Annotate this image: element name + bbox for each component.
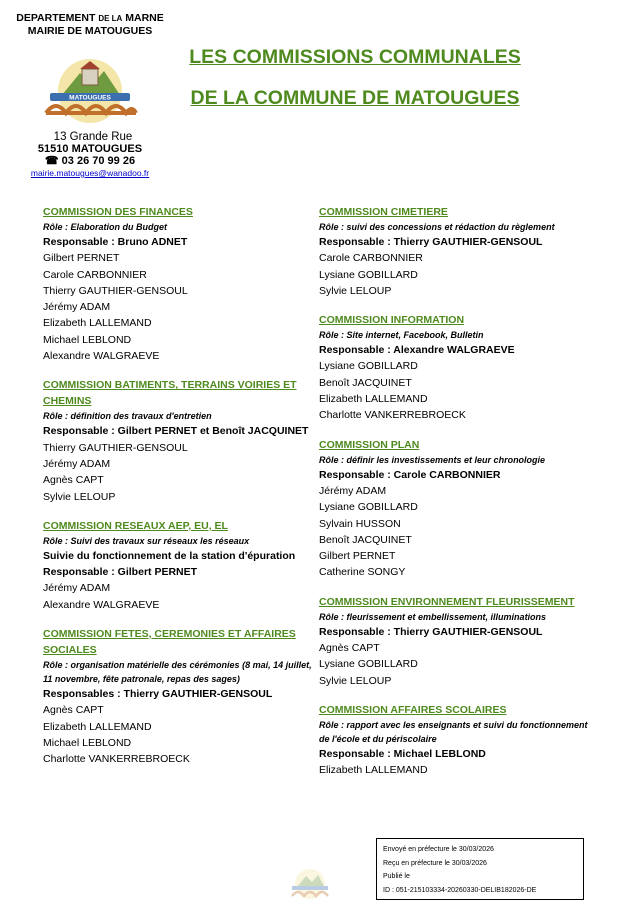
commission-member: Agnès CAPT [43, 704, 104, 717]
commission-block [43, 204, 313, 364]
commission-member: Michael LEBLOND [43, 333, 132, 346]
address-city: 51510 MATOUGUES [37, 143, 143, 155]
prefecture-id: ID : 051-215103334-20260330-DELIB182026-DE [383, 886, 537, 894]
commission-member: Lysiane GOBILLARD [319, 501, 418, 514]
right-column [319, 204, 589, 792]
commission-role: Rôle : Site internet, Facebook, Bulletin [319, 330, 484, 341]
commission-member: Carole CARBONNIER [43, 268, 147, 281]
commission-responsable: Responsable : Michael LEBLOND [319, 747, 486, 760]
commission-member: Thierry GAUTHIER-GENSOUL [43, 441, 188, 454]
commission-block [319, 594, 589, 689]
prefecture-stamp [376, 838, 584, 900]
footer-logo [288, 866, 332, 902]
commission-member: Catherine SONGY [319, 566, 406, 579]
commission-role: Rôle : organisation matérielle des cérémonies (8 mai, 14 juillet, 11 novembre, fête patronale, repas des sages) [43, 660, 312, 685]
footer-logo-icon [288, 866, 332, 902]
commission-member: Charlotte VANKERREBROECK [43, 753, 190, 766]
commission-block [319, 702, 589, 779]
commission-member: Elizabeth LALLEMAND [43, 317, 152, 330]
commission-member: Sylvie LELOUP [319, 284, 392, 297]
town-logo-icon [42, 55, 138, 125]
commission-block [43, 377, 313, 504]
page-title-line1: LES COMMISSIONS COMMUNALES [189, 46, 521, 68]
commission-member: Lysiane GOBILLARD [319, 360, 418, 373]
commission-block [319, 312, 589, 423]
address-street: 13 Grande Rue [53, 131, 133, 143]
commission-title: COMMISSION DES FINANCES [43, 206, 193, 218]
commission-member: Sylvain HUSSON [319, 517, 401, 530]
address-block [0, 131, 180, 167]
commission-member: Elizabeth LALLEMAND [319, 393, 428, 406]
phone-number: ☎ 03 26 70 99 26 [44, 155, 136, 167]
commission-title: COMMISSION BATIMENTS, TERRAINS VOIRIES ET CHEMINS [43, 379, 297, 408]
commission-member: Michael LEBLOND [43, 736, 132, 749]
commission-responsable: Responsable : Gilbert PERNET [43, 566, 198, 579]
commission-member: Jérémy ADAM [43, 457, 111, 470]
mairie-name: MAIRIE DE MATOUGUES [27, 25, 153, 37]
commission-member: Thierry GAUTHIER-GENSOUL [43, 284, 188, 297]
commission-member: Agnès CAPT [43, 474, 104, 487]
prefecture-published: Publié le [383, 873, 410, 880]
commission-member: Lysiane GOBILLARD [319, 658, 418, 671]
commission-member: Jérémy ADAM [43, 301, 111, 314]
logo-text: MATOUGUES [69, 94, 111, 102]
commission-member: Elizabeth LALLEMAND [319, 764, 428, 777]
commission-block [43, 626, 313, 767]
commission-role: Rôle : Suivi des travaux sur réseaux les réseaux [43, 535, 250, 546]
commission-member: Charlotte VANKERREBROECK [319, 409, 466, 422]
dept-prefix: DEPARTEMENT [16, 12, 96, 24]
commission-responsable: Responsable : Bruno ADNET [43, 236, 188, 248]
commission-role: Rôle : fleurissement et embellissement, illuminations [319, 611, 547, 622]
department-line [0, 12, 180, 25]
commission-member: Lysiane GOBILLARD [319, 268, 418, 281]
commission-member: Benoît JACQUINET [319, 376, 412, 389]
commission-member: Sylvie LELOUP [43, 490, 116, 503]
commission-member: Agnès CAPT [319, 642, 380, 655]
dept-name: MARNE [125, 12, 164, 24]
commission-role: Rôle : Elaboration du Budget [43, 222, 167, 232]
commission-role: Rôle : rapport avec les enseignants et suivi du fonctionnement de l'école et du périscolaire [319, 719, 588, 744]
commission-role: Rôle : définition des travaux d'entretien [43, 411, 212, 422]
commission-member: Elizabeth LALLEMAND [43, 720, 152, 733]
commission-title: COMMISSION AFFAIRES SCOLAIRES [319, 703, 507, 716]
commission-member: Benoît JACQUINET [319, 533, 412, 546]
commission-role: Rôle : définir les investissements et leur chronologie [319, 454, 546, 465]
commission-responsable: Responsables : Thierry GAUTHIER-GENSOUL [43, 688, 273, 701]
commission-responsable: Responsable : Thierry GAUTHIER-GENSOUL [319, 236, 543, 248]
commission-member: Gilbert PERNET [43, 252, 120, 265]
email-link[interactable]: mairie.matougues@wanadoo.fr [30, 168, 150, 178]
commission-member: Jérémy ADAM [43, 582, 111, 595]
commission-responsable: Responsable : Alexandre WALGRAEVE [319, 344, 515, 357]
commission-block [319, 437, 589, 581]
commission-title: COMMISSION PLAN [319, 438, 420, 451]
commission-title: COMMISSION INFORMATION [319, 314, 465, 327]
commission-member: Alexandre WALGRAEVE [43, 350, 160, 363]
commission-member: Gilbert PERNET [319, 550, 396, 563]
left-column [43, 204, 313, 781]
commission-responsable: Responsable : Carole CARBONNIER [319, 468, 501, 481]
commission-responsable: Responsable : Gilbert PERNET et Benoît JACQUINET [43, 425, 309, 438]
commission-member: Jérémy ADAM [319, 484, 387, 497]
commission-role: Rôle : suivi des concessions et rédaction du règlement [319, 222, 555, 232]
commission-title: COMMISSION RESEAUX AEP, EU, EL [43, 519, 228, 532]
commission-member: Carole CARBONNIER [319, 252, 423, 265]
letterhead [0, 12, 180, 179]
commission-responsable: Responsable : Thierry GAUTHIER-GENSOUL [319, 625, 543, 638]
commission-title: COMMISSION FETES, CEREMONIES ET AFFAIRES SOCIALES [43, 628, 296, 657]
commission-block [319, 204, 589, 299]
commission-role-extra: Suivie du fonctionnement de la station d'épuration [43, 549, 296, 562]
commission-title: COMMISSION ENVIRONNEMENT FLEURISSEMENT [319, 595, 575, 608]
commission-member: Sylvie LELOUP [319, 674, 392, 687]
prefecture-sent: Envoyé en préfecture le 30/03/2026 [383, 846, 494, 853]
town-logo [42, 55, 138, 125]
commission-member: Alexandre WALGRAEVE [43, 598, 160, 611]
prefecture-received: Reçu en préfecture le 30/03/2026 [383, 859, 487, 867]
dept-connector: DE LA [98, 14, 123, 23]
commission-block [43, 518, 313, 613]
page-title-line2: DE LA COMMUNE DE MATOUGUES [190, 87, 520, 109]
commission-title: COMMISSION CIMETIERE [319, 206, 448, 218]
